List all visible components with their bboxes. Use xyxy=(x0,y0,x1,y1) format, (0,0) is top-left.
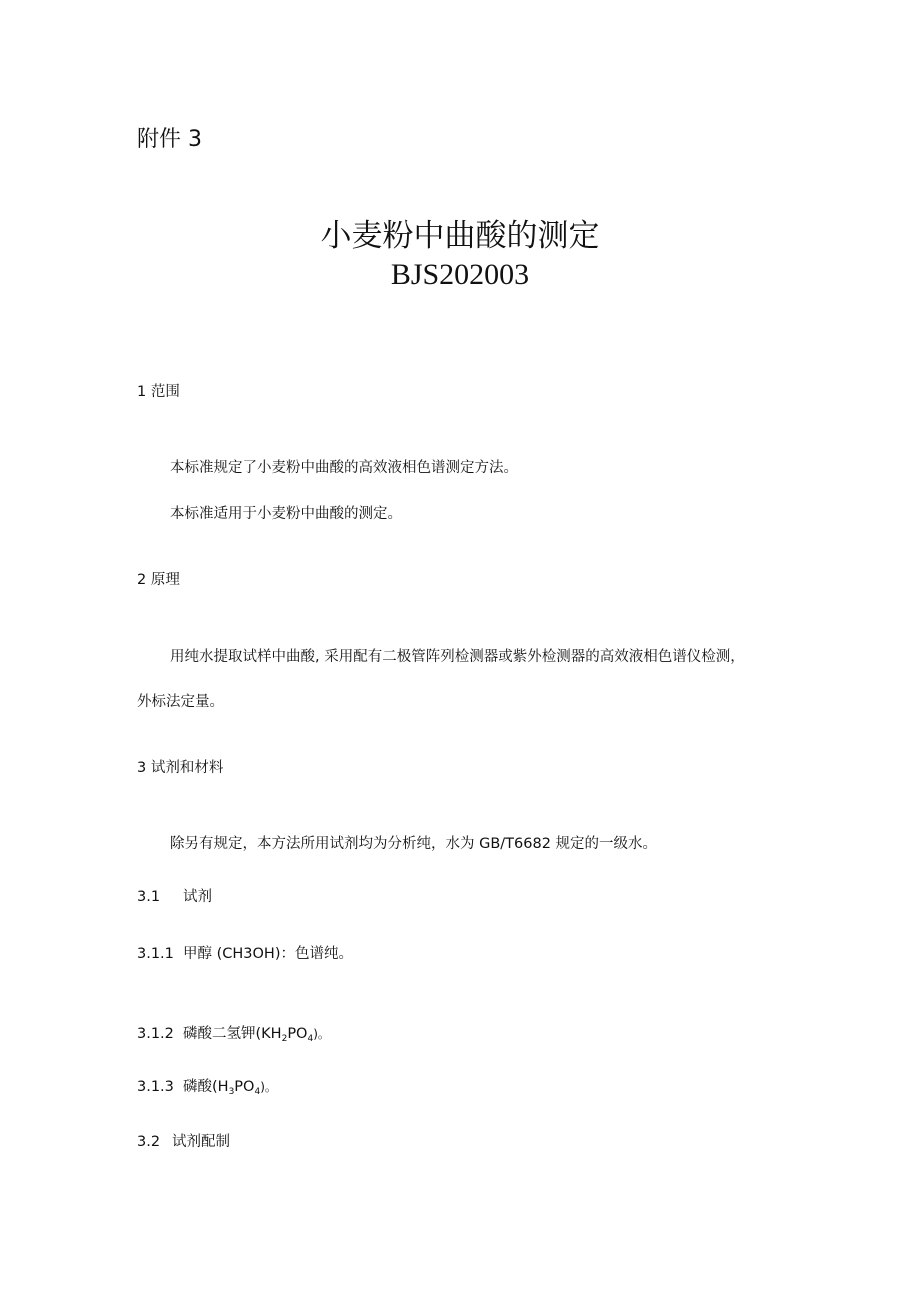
item-3-1-3-text-end: )。 xyxy=(260,1080,277,1094)
item-3-1-3-text-pre: 磷酸(H xyxy=(183,1079,229,1095)
item-3-1-2-text-mid: PO xyxy=(287,1026,308,1042)
item-3-1-2-number: 3.1.2 xyxy=(137,1026,174,1042)
item-3-1-2-sub-1: 2 xyxy=(281,1034,288,1044)
section-2-paragraph-line-1: 用纯水提取试样中曲酸, 采用配有二极管阵列检测器或紫外检测器的高效液相色谱仪检测， xyxy=(170,649,745,665)
item-3-1-2-sub-2: 4 xyxy=(307,1034,314,1044)
section-2-heading: 2 原理 xyxy=(137,572,180,588)
item-3-1-2-text-pre: 磷酸二氢钾(KH xyxy=(183,1026,282,1042)
item-3-1-3-number: 3.1.3 xyxy=(137,1079,174,1095)
item-3-1-3-sub-1: 3 xyxy=(228,1087,235,1097)
attachment-label: 附件 3 xyxy=(137,127,202,152)
item-3-1-2-text-end: )。 xyxy=(313,1027,330,1041)
document-code: BJS202003 xyxy=(390,258,530,291)
section-3-paragraph: 除另有规定，本方法所用试剂均为分析纯，水为 GB/T6682 规定的一级水。 xyxy=(170,836,658,852)
section-2-paragraph-line-2: 外标法定量。 xyxy=(137,694,224,710)
item-3-1-3-text-mid: PO xyxy=(234,1079,255,1095)
item-3-1-2 xyxy=(137,1022,330,1044)
item-3-2-text: 试剂配制 xyxy=(172,1134,230,1150)
item-3-1-3-sub-2: 4 xyxy=(254,1087,261,1097)
item-3-1-text: 试剂 xyxy=(183,889,212,905)
item-3-2 xyxy=(137,1130,230,1151)
item-3-1-1-number: 3.1.1 xyxy=(137,946,174,962)
item-3-1-1-text: 甲醇 (CH3OH)：色谱纯。 xyxy=(183,946,353,962)
document-title: 小麦粉中曲酸的测定 xyxy=(320,218,600,254)
section-1-heading: 1 范围 xyxy=(137,384,180,400)
item-3-1-1 xyxy=(137,942,353,963)
item-3-1 xyxy=(137,885,212,906)
item-3-2-number: 3.2 xyxy=(137,1134,161,1150)
section-1-paragraph-1: 本标准规定了小麦粉中曲酸的高效液相色谱测定方法。 xyxy=(170,460,518,476)
section-3-heading: 3 试剂和材料 xyxy=(137,760,224,776)
section-1-paragraph-2: 本标准适用于小麦粉中曲酸的测定。 xyxy=(170,506,402,522)
item-3-1-3 xyxy=(137,1075,277,1097)
item-3-1-number: 3.1 xyxy=(137,889,161,905)
